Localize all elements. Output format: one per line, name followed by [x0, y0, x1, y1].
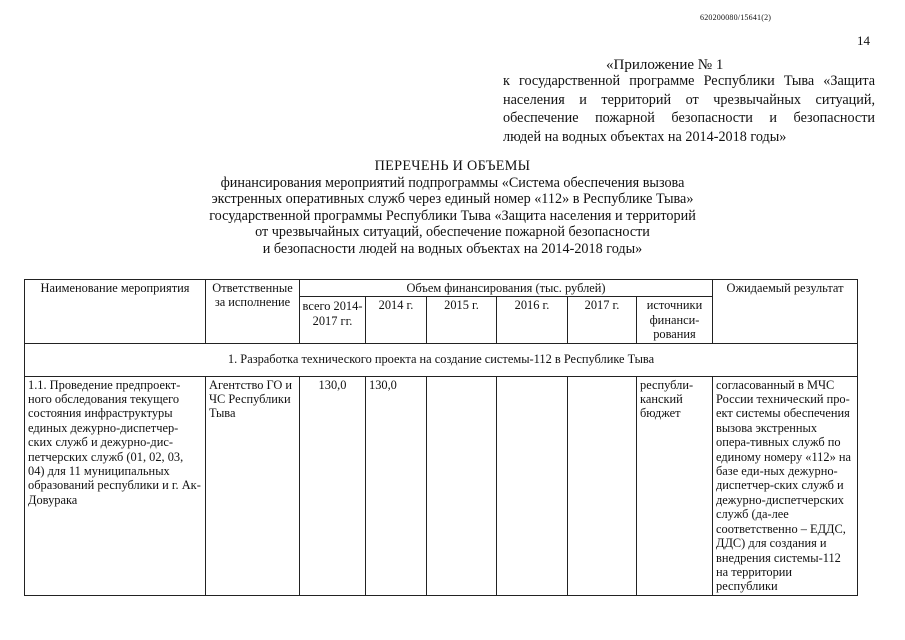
cell-2015: [427, 376, 497, 595]
header-funding: Объем финансирования (тыс. рублей): [300, 280, 713, 297]
section-title: 1. Разработка технического проекта на создание системы-112 в Республике Тыва: [25, 343, 858, 376]
header-2015: 2015 г.: [427, 297, 497, 343]
header-result: Ожидаемый результат: [713, 280, 858, 344]
heading-line: государственной программы Республики Тыва «Защита населения и территорий: [209, 207, 696, 224]
cell-2014: 130,0: [366, 376, 427, 595]
annex-line: к государственной программе Республики Тыва «Защита: [503, 73, 875, 89]
cell-name: 1.1. Проведение предпроект-ного обследования текущего состояния инфраструктуры единых дежурно-диспетчер-ских служб и дежурно-дис-петчерских служб (01, 02, 03, 04) для 11 муниципальных образований республики и г. Ак-Довурака: [25, 376, 206, 595]
header-sources: источники финанси-рования: [637, 297, 713, 343]
heading-line: от чрезвычайных ситуаций, обеспечение пожарной безопасности: [255, 224, 650, 241]
annex-line: обеспечение пожарной безопасности и безопасности: [503, 110, 875, 126]
cell-responsible: Агентство ГО и ЧС Республики Тыва: [206, 376, 300, 595]
header-name: Наименование мероприятия: [25, 280, 206, 344]
header-2016: 2016 г.: [497, 297, 568, 343]
cell-sources: республи-канский бюджет: [637, 376, 713, 595]
heading-title: ПЕРЕЧЕНЬ И ОБЪЕМЫ: [374, 158, 531, 174]
heading-line: экстренных оперативных служб через единый номер «112» в Республике Тыва»: [211, 191, 694, 208]
annex-line: населения и территорий от чрезвычайных ситуаций,: [503, 91, 875, 108]
heading-line: и безопасности людей на водных объектах на 2014-2018 годы»: [262, 240, 643, 257]
annex-title: «Приложение № 1: [606, 57, 724, 73]
document-id: 620200080/15641(2): [700, 13, 772, 22]
funding-table: [24, 279, 858, 596]
header-total: всего 2014-2017 гг.: [300, 297, 366, 343]
page-number: 14: [857, 33, 870, 48]
header-2017: 2017 г.: [568, 297, 637, 343]
cell-2017: [568, 376, 637, 595]
table-row: [25, 376, 858, 595]
annex-line: людей на водных объектах на 2014-2018 годы»: [503, 128, 787, 145]
header-responsible: Ответственные за исполнение: [206, 280, 300, 344]
header-2014: 2014 г.: [366, 297, 427, 343]
heading-line: финансирования мероприятий подпрограммы «Система обеспечения вызова: [220, 174, 685, 191]
cell-result: согласованный в МЧС России технический про-ект системы обеспечения вызова экстренных опера-тивных служб по единому номеру «112» на базе еди-ных дежурно-диспетчер-ских служб и дежурно-диспетчерских служб (да-лее соответственно – ЕДДС, ДДС) для создания и внедрения системы-112 на территории республики: [713, 376, 858, 595]
annex-subtitle: [503, 72, 875, 146]
document-heading: [150, 158, 755, 258]
cell-total: 130,0: [300, 376, 366, 595]
cell-2016: [497, 376, 568, 595]
